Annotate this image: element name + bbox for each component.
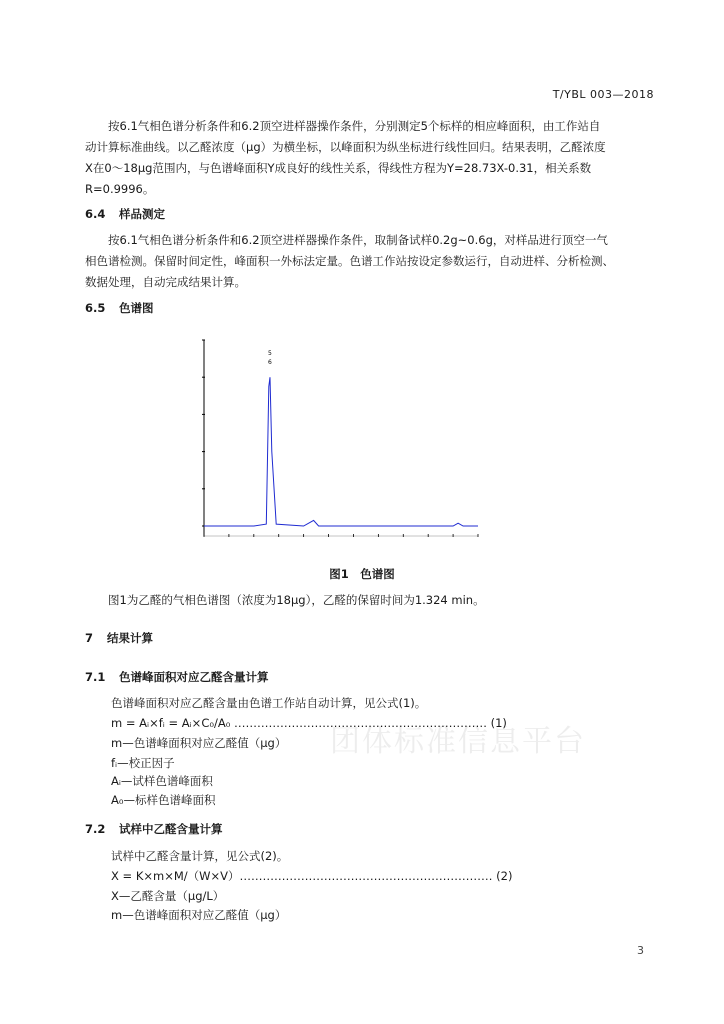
peak-label: 5 xyxy=(267,350,272,358)
chromatogram-trace xyxy=(204,377,478,526)
intro-line: 动计算标准曲线。以乙醛浓度（μg）为横坐标，以峰面积为纵坐标进行线性回归。结果表明，乙醛浓度 xyxy=(85,140,606,154)
section-6-5-heading xyxy=(85,300,154,316)
definition: Aᵢ—试样色谱峰面积 xyxy=(111,774,213,788)
definition: A₀—标样色谱峰面积 xyxy=(111,793,216,807)
section-6-4-paragraph xyxy=(85,230,657,293)
peak-label: 6 xyxy=(267,359,272,367)
section-title: 色谱峰面积对应乙醛含量计算 xyxy=(119,670,269,684)
s72-intro: 试样中乙醛含量计算，见公式(2)。 xyxy=(111,849,289,863)
intro-line: R=0.9996。 xyxy=(85,182,155,196)
intro-paragraph xyxy=(85,116,657,200)
section-number: 6.4 xyxy=(85,207,106,221)
figure-caption: 图1 色谱图 xyxy=(329,567,395,581)
section-title: 结果计算 xyxy=(107,631,153,645)
definition: m—色谱峰面积对应乙醛值（μg） xyxy=(111,908,287,922)
section-title: 样品测定 xyxy=(119,207,165,221)
formula-2: X = K×m×M/（W×V）………………………………………………………… (2) xyxy=(111,869,513,883)
s64-line: 按6.1气相色谱分析条件和6.2顶空进样器操作条件，取制备试样0.2g~0.6g，对样品进行顶空一气 xyxy=(108,233,608,247)
section-number: 7.1 xyxy=(85,670,106,684)
definition: X—乙醛含量（μg/L） xyxy=(111,889,225,903)
s64-line: 数据处理，自动完成结果计算。 xyxy=(85,275,246,289)
section-title: 试样中乙醛含量计算 xyxy=(119,822,223,836)
section-7-heading xyxy=(85,630,153,646)
definition: m—色谱峰面积对应乙醛值（μg） xyxy=(111,736,287,750)
section-7-1-heading xyxy=(85,669,269,685)
formula-1: m = Aᵢ×fᵢ = Aᵢ×C₀/A₀ ………………………………………………………… (1) xyxy=(111,716,507,730)
intro-line: 按6.1气相色谱分析条件和6.2顶空进样器操作条件，分别测定5个标样的相应峰面积，由工作站自 xyxy=(108,119,601,133)
section-number: 7 xyxy=(85,631,94,645)
section-number: 7.2 xyxy=(85,822,106,836)
page-number: 3 xyxy=(637,944,644,957)
s64-line: 相色谱检测。保留时间定性，峰面积一外标法定量。色谱工作站按设定参数运行，自动进样、分析检测、 xyxy=(85,254,614,268)
section-title: 色谱图 xyxy=(119,301,154,315)
intro-line: X在0～18μg范围内，与色谱峰面积Y成良好的线性关系，得线性方程为Y=28.73X-0.31，相关系数 xyxy=(85,161,592,175)
chromatogram-chart xyxy=(200,334,482,544)
document-id: T/YBL 003—2018 xyxy=(552,88,654,101)
s71-intro: 色谱峰面积对应乙醛含量由色谱工作站自动计算，见公式(1)。 xyxy=(111,696,427,710)
figure-description: 图1为乙醛的气相色谱图（浓度为18μg），乙醛的保留时间为1.324 min。 xyxy=(108,593,485,607)
definition: fᵢ—校正因子 xyxy=(111,756,175,770)
section-7-2-heading xyxy=(85,821,223,837)
watermark: 团体标准信息平台 xyxy=(330,724,586,759)
section-number: 6.5 xyxy=(85,301,106,315)
section-6-4-heading xyxy=(85,206,165,222)
